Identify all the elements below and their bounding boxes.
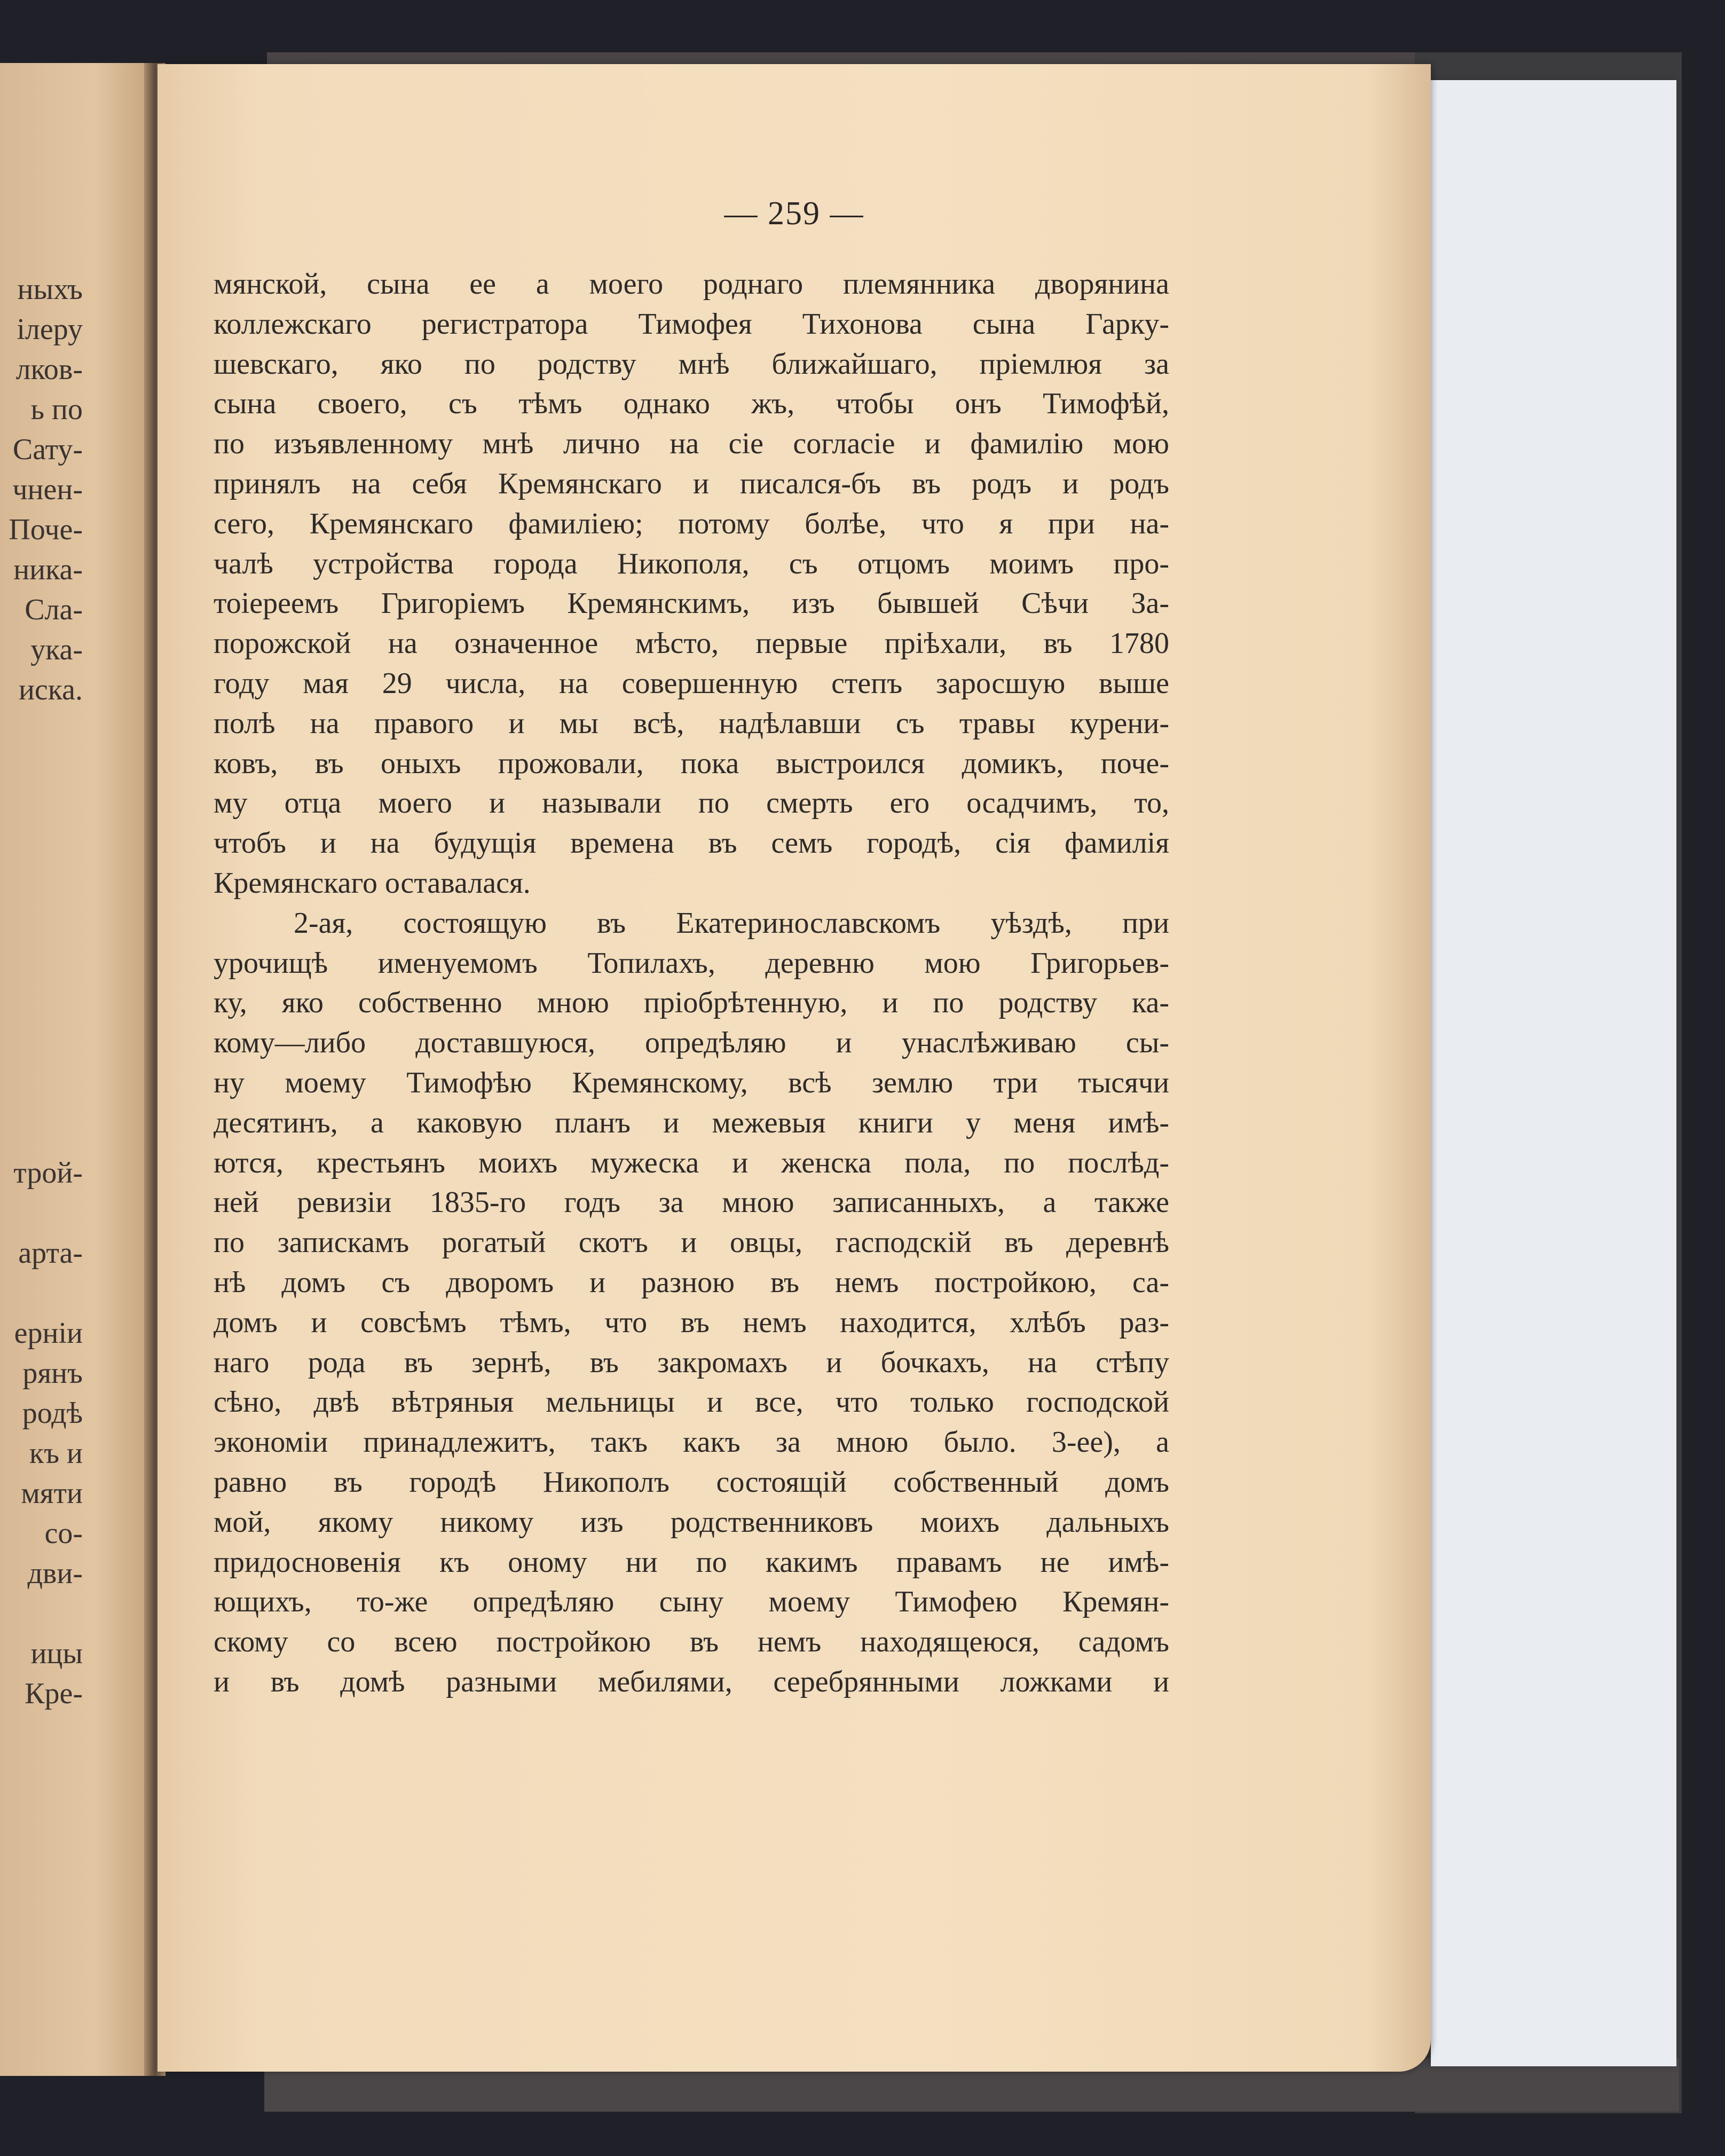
left-fragment: иска.	[18, 673, 83, 706]
text-line: по запискамъ рогатый скотъ и овцы, гасподскій въ деревнѣ	[214, 1226, 1169, 1260]
left-page-edge	[0, 63, 157, 2076]
left-fragment: Поче-	[9, 513, 83, 546]
blank-flyleaf	[1431, 80, 1676, 2066]
left-fragment: Кре-	[25, 1677, 83, 1710]
left-fragment: мяти	[21, 1477, 83, 1510]
text-line: урочищѣ именуемомъ Топилахъ, деревню мою Григорьев-	[214, 946, 1169, 980]
text-line: чтобъ и на будущія времена въ семъ городѣ, сія фамилія	[214, 827, 1169, 860]
text-line: принялъ на себя Кремянскаго и писался-бъ въ родъ и родъ	[214, 467, 1169, 500]
page-number: — 259 —	[724, 195, 864, 232]
text-line: нѣ домъ съ дворомъ и разною въ немъ постройкою, са-	[214, 1265, 1169, 1299]
text-line: сѣно, двѣ вѣтряныя мельницы и все, что только господской	[214, 1386, 1169, 1419]
left-fragment: ника-	[13, 553, 83, 586]
text-line: ются, крестьянъ моихъ мужеска и женска пола, по послѣд-	[214, 1146, 1169, 1179]
text-line: наго рода въ зернѣ, въ закромахъ и бочкахъ, на стѣпу	[214, 1345, 1169, 1379]
left-fragment: ь по	[30, 393, 83, 426]
text-line: ковъ, въ оныхъ прожовали, пока выстроился домикъ, поче-	[214, 746, 1169, 780]
book-page	[157, 64, 1431, 2072]
text-line: равно въ городѣ Никополъ состоящій собственный домъ	[214, 1465, 1169, 1499]
text-line: тоіереемъ Григоріемъ Кремянскимъ, изъ бывшей Сѣчи За-	[214, 587, 1169, 620]
left-fragment: Сла-	[25, 593, 83, 626]
left-fragment: арта-	[18, 1237, 83, 1270]
text-line: году мая 29 числа, на совершенную степъ заросшую выше	[214, 666, 1169, 700]
left-fragment: ука-	[30, 633, 83, 666]
left-fragment: ицы	[30, 1637, 83, 1670]
text-line: коллежскаго регистратора Тимофея Тихонова сына Гарку-	[214, 307, 1169, 341]
text-line: полѣ на правого и мы всѣ, надѣлавши съ травы курени-	[214, 706, 1169, 740]
text-line: экономіи принадлежитъ, такъ какъ за мною было. 3-ее), а	[214, 1426, 1169, 1459]
text-line: скому со всею постройкою въ немъ находящеюся, садомъ	[214, 1625, 1169, 1659]
text-line: чалѣ устройства города Никополя, съ отцомъ моимъ про-	[214, 547, 1169, 580]
text-line: десятинъ, а каковую планъ и межевыя книги у меня имѣ-	[214, 1106, 1169, 1139]
left-fragment: Сату-	[12, 433, 83, 466]
left-fragment: къ и	[29, 1437, 83, 1470]
left-fragment: родѣ	[22, 1397, 83, 1430]
left-fragment: лков-	[15, 353, 83, 386]
text-line: сего, Кремянскаго фамиліею; потому болѣе, что я при на-	[214, 507, 1169, 540]
paragraph-start-line: 2-ая, состоящую въ Екатеринославскомъ уѣздѣ, при	[294, 906, 1169, 940]
left-fragment: чнен-	[12, 473, 83, 506]
text-line: ющихъ, то-же опредѣляю сыну моему Тимофею Кремян-	[214, 1585, 1169, 1619]
text-line: кому—либо доставшуюся, опредѣляю и унаслѣживаю сы-	[214, 1026, 1169, 1060]
left-fragment: ілеру	[17, 313, 83, 346]
text-line: по изъявленному мнѣ лично на сіе согласіе и фамилію мою	[214, 427, 1169, 461]
text-line: ней ревизіи 1835-го годъ за мною записанныхъ, а также	[214, 1186, 1169, 1219]
left-fragment: трой-	[13, 1156, 83, 1190]
page-body-text	[214, 264, 1169, 1702]
text-line: сына своего, съ тѣмъ однако жъ, чтобы онъ Тимофѣй,	[214, 387, 1169, 421]
left-fragment: дви-	[27, 1557, 83, 1590]
text-line: ну моему Тимофѣю Кремянскому, всѣ землю три тысячи	[214, 1066, 1169, 1099]
left-fragment: ерніи	[14, 1317, 83, 1350]
text-line: порожской на означенное мѣсто, первые пріѣхали, въ 1780	[214, 627, 1169, 660]
text-line: и въ домѣ разными мебилями, серебрянными ложками и	[214, 1665, 1169, 1698]
text-line: шевскаго, яко по родству мнѣ ближайшаго, пріемлюя за	[214, 347, 1169, 381]
text-line: придосновенія къ оному ни по какимъ правамъ не имѣ-	[214, 1545, 1169, 1579]
text-line: домъ и совсѣмъ тѣмъ, что въ немъ находится, хлѣбъ раз-	[214, 1305, 1169, 1339]
text-line: Кремянскаго оставалася.	[214, 866, 531, 900]
text-line: мянской, сына ее а моего роднаго племянника дворянина	[214, 267, 1169, 301]
left-fragment: ныхъ	[17, 273, 83, 306]
text-line: ку, яко собственно мною пріобрѣтенную, и по родству ка-	[214, 986, 1169, 1020]
text-line: мой, якому никому изъ родственниковъ моихъ дальныхъ	[214, 1505, 1169, 1539]
text-line: му отца моего и называли по смерть его осадчимъ, то,	[214, 786, 1169, 820]
left-fragment: со-	[44, 1517, 83, 1550]
left-fragment: рянъ	[22, 1357, 83, 1390]
